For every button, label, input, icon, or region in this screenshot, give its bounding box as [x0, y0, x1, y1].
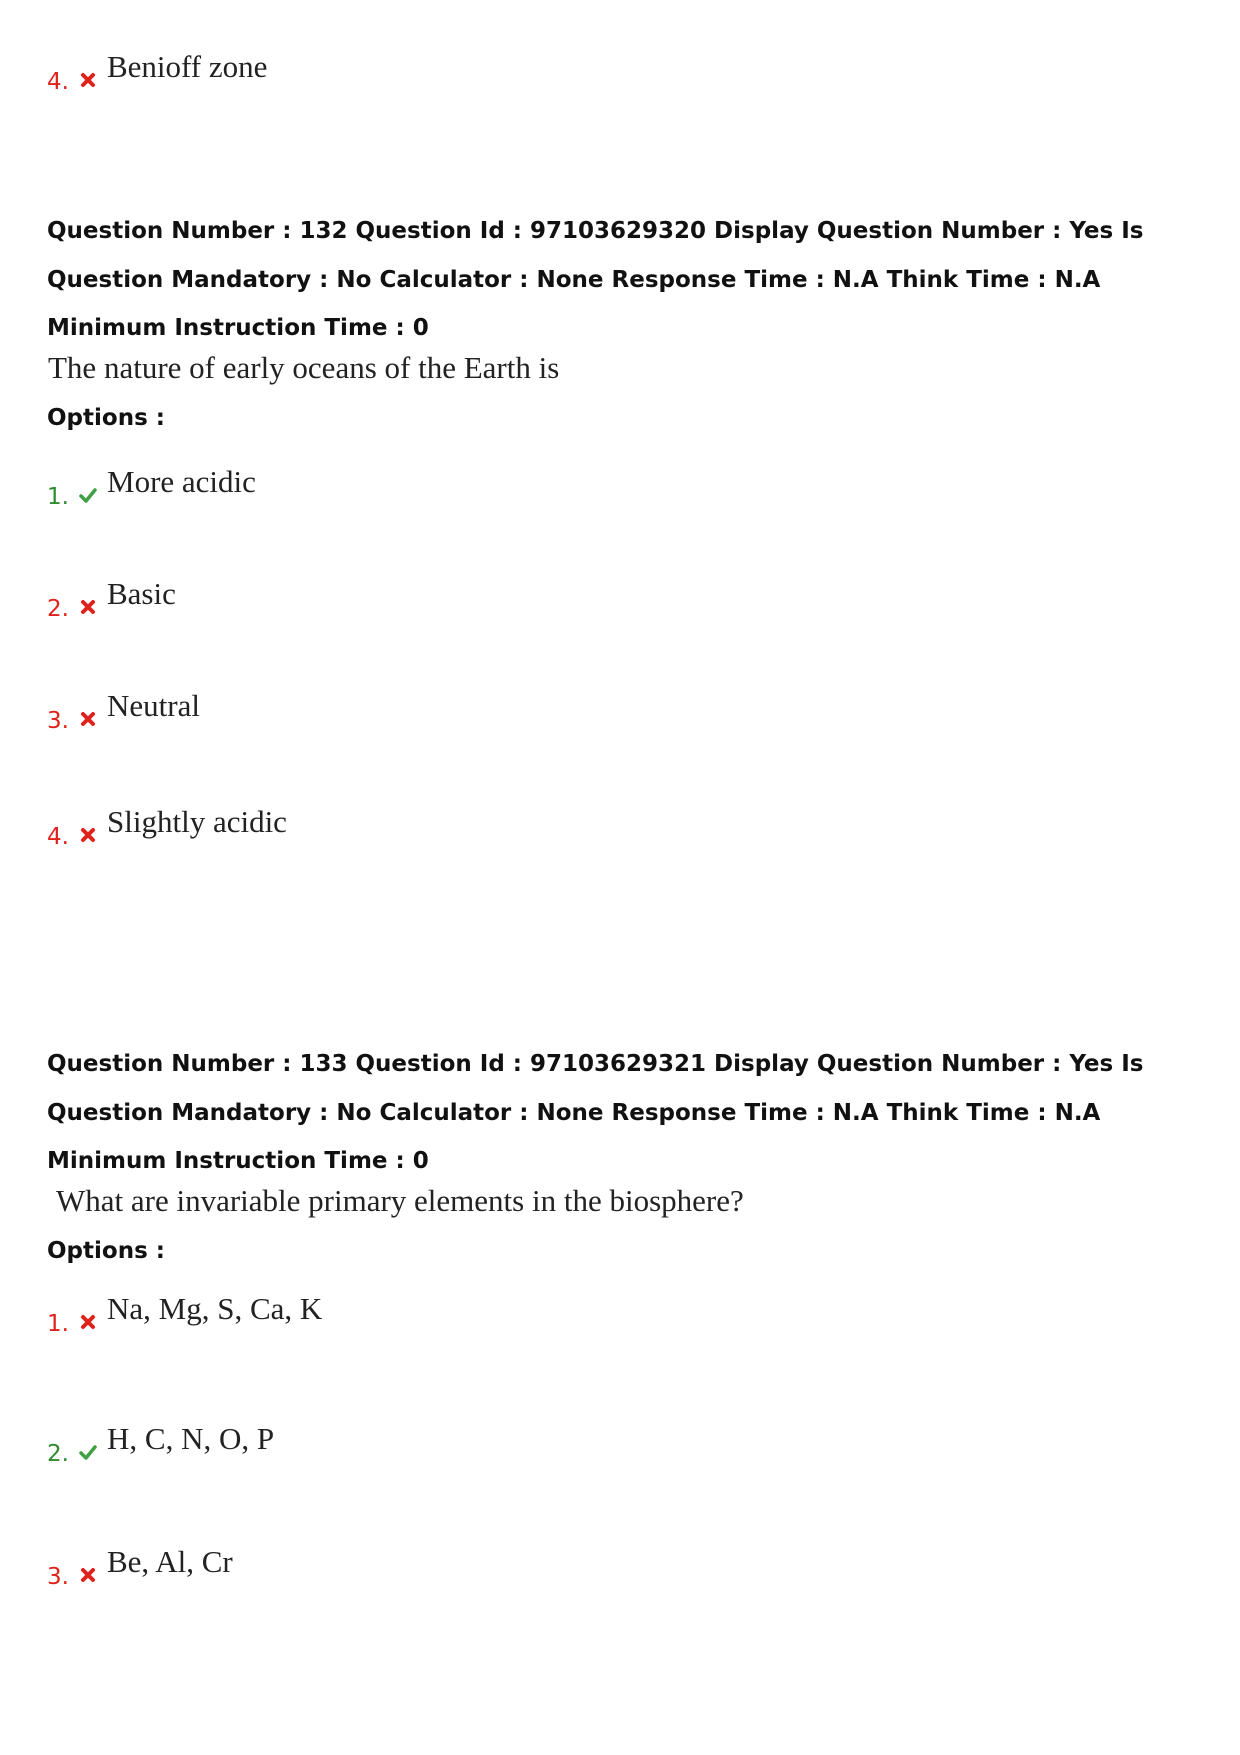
cross-icon	[79, 1566, 97, 1584]
option-row	[47, 805, 287, 849]
option-number: 3.	[47, 708, 69, 734]
option-text: More acidic	[107, 464, 256, 499]
option-text: Slightly acidic	[107, 804, 287, 839]
question-meta: Question Number : 133 Question Id : 97103629321 Display Question Number : Yes Is Question Mandatory : No Calculator : None Response Time : N.A Think Time : N.A Minimum Instruction Time : 0	[47, 1051, 1144, 1174]
option-row	[47, 689, 200, 733]
option-text: Basic	[107, 576, 176, 611]
question-text: What are invariable primary elements in the biosphere?	[56, 1183, 744, 1218]
option-number: 4.	[47, 69, 69, 95]
option-number: 1.	[47, 484, 69, 510]
cross-icon	[79, 826, 97, 844]
option-row	[47, 1422, 274, 1466]
option-text: Be, Al, Cr	[107, 1544, 233, 1579]
option-number: 1.	[47, 1311, 69, 1337]
option-row	[47, 1545, 233, 1589]
question-meta: Question Number : 132 Question Id : 97103629320 Display Question Number : Yes Is Question Mandatory : No Calculator : None Response Time : N.A Think Time : N.A Minimum Instruction Time : 0	[47, 218, 1144, 341]
option-text: Na, Mg, S, Ca, K	[107, 1291, 323, 1326]
option-row	[47, 577, 176, 621]
option-number: 2.	[47, 596, 69, 622]
cross-icon	[79, 1313, 97, 1331]
option-number: 3.	[47, 1564, 69, 1590]
question-text: The nature of early oceans of the Earth is	[48, 350, 560, 385]
check-icon	[79, 486, 97, 504]
option-row	[47, 465, 256, 509]
cross-icon	[79, 710, 97, 728]
option-text: Benioff zone	[107, 49, 268, 84]
option-row	[47, 1292, 322, 1336]
option-text: Neutral	[107, 688, 200, 723]
option-number: 4.	[47, 824, 69, 850]
option-text: H, C, N, O, P	[107, 1421, 275, 1456]
options-label: Options :	[47, 1238, 165, 1264]
cross-icon	[79, 71, 97, 89]
option-number: 2.	[47, 1441, 69, 1467]
options-label: Options :	[47, 405, 165, 431]
cross-icon	[79, 598, 97, 616]
option-row	[47, 50, 267, 94]
check-icon	[79, 1443, 97, 1461]
